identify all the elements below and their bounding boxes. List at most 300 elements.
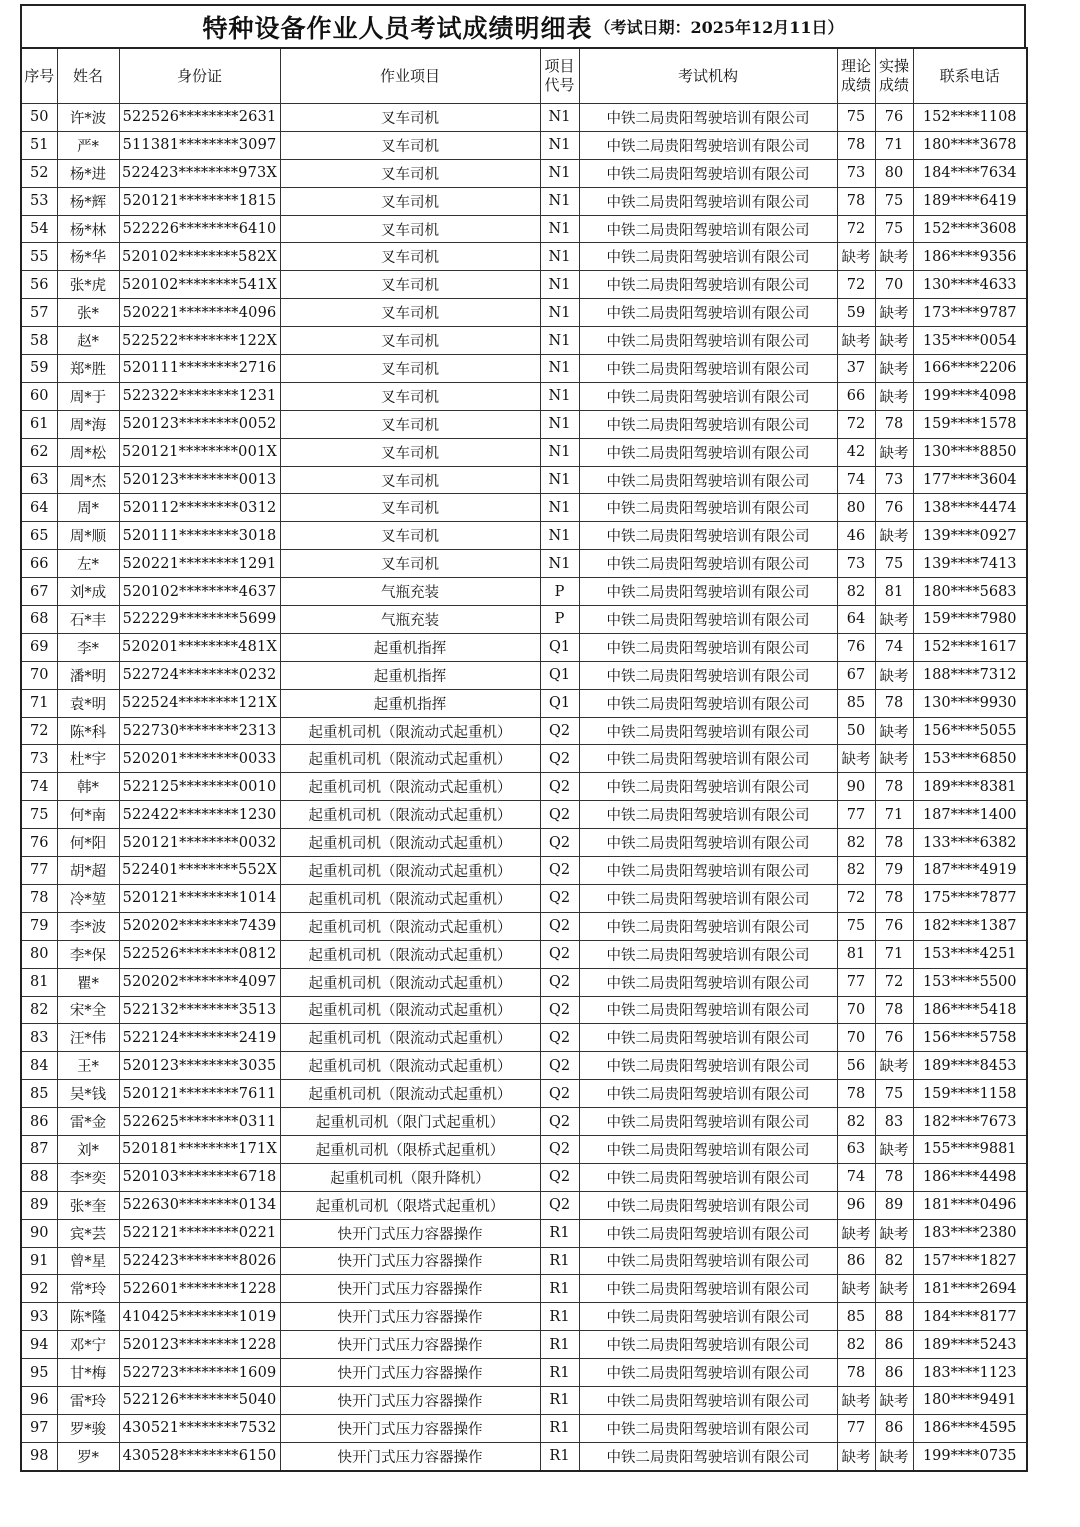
cell-name: 周*杰 bbox=[57, 466, 119, 494]
cell-id: 520221********4096 bbox=[119, 299, 280, 327]
cell-item: 起重机指挥 bbox=[280, 633, 540, 661]
cell-code: N1 bbox=[540, 382, 579, 410]
cell-org: 中铁二局贵阳驾驶培训有限公司 bbox=[579, 968, 837, 996]
cell-seq: 78 bbox=[21, 884, 57, 912]
cell-code: N1 bbox=[540, 131, 579, 159]
cell-id: 520121********1815 bbox=[119, 187, 280, 215]
cell-name: 何*南 bbox=[57, 801, 119, 829]
cell-code: Q2 bbox=[540, 773, 579, 801]
header-item: 作业项目 bbox=[280, 48, 540, 104]
cell-phone: 159****1158 bbox=[913, 1080, 1027, 1108]
cell-id: 522226********6410 bbox=[119, 215, 280, 243]
cell-name: 王* bbox=[57, 1052, 119, 1080]
cell-code: Q1 bbox=[540, 689, 579, 717]
cell-phone: 173****9787 bbox=[913, 299, 1027, 327]
cell-org: 中铁二局贵阳驾驶培训有限公司 bbox=[579, 1135, 837, 1163]
cell-theory: 77 bbox=[837, 801, 875, 829]
table-row bbox=[21, 940, 1027, 968]
cell-practice: 78 bbox=[875, 829, 913, 857]
cell-id: 520121********1014 bbox=[119, 884, 280, 912]
cell-item: 快开门式压力容器操作 bbox=[280, 1275, 540, 1303]
cell-id: 520202********4097 bbox=[119, 968, 280, 996]
cell-phone: 180****5683 bbox=[913, 578, 1027, 606]
cell-org: 中铁二局贵阳驾驶培训有限公司 bbox=[579, 717, 837, 745]
cell-theory: 74 bbox=[837, 466, 875, 494]
cell-id: 522724********0232 bbox=[119, 661, 280, 689]
cell-org: 中铁二局贵阳驾驶培训有限公司 bbox=[579, 438, 837, 466]
cell-practice: 88 bbox=[875, 1303, 913, 1331]
cell-id: 520103********6718 bbox=[119, 1163, 280, 1191]
cell-practice: 72 bbox=[875, 968, 913, 996]
cell-phone: 189****8453 bbox=[913, 1052, 1027, 1080]
cell-name: 汪*伟 bbox=[57, 1024, 119, 1052]
cell-code: N1 bbox=[540, 466, 579, 494]
cell-practice: 缺考 bbox=[875, 1275, 913, 1303]
cell-org: 中铁二局贵阳驾驶培训有限公司 bbox=[579, 271, 837, 299]
header-org: 考试机构 bbox=[579, 48, 837, 104]
cell-phone: 177****3604 bbox=[913, 466, 1027, 494]
cell-seq: 93 bbox=[21, 1303, 57, 1331]
cell-seq: 67 bbox=[21, 578, 57, 606]
table-row bbox=[21, 884, 1027, 912]
header-phone: 联系电话 bbox=[913, 48, 1027, 104]
cell-theory: 85 bbox=[837, 1303, 875, 1331]
cell-theory: 73 bbox=[837, 550, 875, 578]
header-practice: 实操成绩 bbox=[875, 48, 913, 104]
cell-theory: 76 bbox=[837, 633, 875, 661]
cell-item: 起重机司机（限流动式起重机） bbox=[280, 996, 540, 1024]
cell-id: 520123********1228 bbox=[119, 1331, 280, 1359]
cell-phone: 159****7980 bbox=[913, 606, 1027, 634]
cell-seq: 82 bbox=[21, 996, 57, 1024]
cell-id: 520112********0312 bbox=[119, 494, 280, 522]
cell-name: 周*海 bbox=[57, 410, 119, 438]
cell-id: 511381********3097 bbox=[119, 131, 280, 159]
cell-item: 起重机司机（限塔式起重机） bbox=[280, 1191, 540, 1219]
cell-theory: 63 bbox=[837, 1135, 875, 1163]
cell-phone: 186****9356 bbox=[913, 243, 1027, 271]
cell-phone: 156****5758 bbox=[913, 1024, 1027, 1052]
cell-seq: 97 bbox=[21, 1414, 57, 1442]
cell-name: 杨*华 bbox=[57, 243, 119, 271]
cell-item: 起重机司机（限流动式起重机） bbox=[280, 773, 540, 801]
cell-id: 522125********0010 bbox=[119, 773, 280, 801]
cell-id: 522601********1228 bbox=[119, 1275, 280, 1303]
cell-seq: 95 bbox=[21, 1359, 57, 1387]
table-row bbox=[21, 1247, 1027, 1275]
cell-practice: 缺考 bbox=[875, 1386, 913, 1414]
cell-phone: 180****3678 bbox=[913, 131, 1027, 159]
cell-name: 李*波 bbox=[57, 912, 119, 940]
cell-name: 周*顺 bbox=[57, 522, 119, 550]
cell-id: 520201********0033 bbox=[119, 745, 280, 773]
table-row bbox=[21, 131, 1027, 159]
cell-practice: 76 bbox=[875, 912, 913, 940]
cell-id: 522522********122X bbox=[119, 327, 280, 355]
cell-code: Q2 bbox=[540, 940, 579, 968]
cell-seq: 72 bbox=[21, 717, 57, 745]
cell-item: 快开门式压力容器操作 bbox=[280, 1303, 540, 1331]
cell-practice: 78 bbox=[875, 773, 913, 801]
cell-seq: 68 bbox=[21, 606, 57, 634]
table-row bbox=[21, 689, 1027, 717]
cell-phone: 135****0054 bbox=[913, 327, 1027, 355]
cell-item: 叉车司机 bbox=[280, 494, 540, 522]
table-row bbox=[21, 773, 1027, 801]
cell-id: 522132********3513 bbox=[119, 996, 280, 1024]
cell-seq: 96 bbox=[21, 1386, 57, 1414]
cell-id: 520121********0032 bbox=[119, 829, 280, 857]
cell-org: 中铁二局贵阳驾驶培训有限公司 bbox=[579, 884, 837, 912]
table-row bbox=[21, 1080, 1027, 1108]
cell-seq: 55 bbox=[21, 243, 57, 271]
cell-item: 叉车司机 bbox=[280, 522, 540, 550]
cell-phone: 188****7312 bbox=[913, 661, 1027, 689]
cell-code: Q2 bbox=[540, 996, 579, 1024]
cell-name: 潘*明 bbox=[57, 661, 119, 689]
cell-name: 郑*胜 bbox=[57, 355, 119, 383]
cell-seq: 53 bbox=[21, 187, 57, 215]
cell-name: 陈*隆 bbox=[57, 1303, 119, 1331]
cell-practice: 78 bbox=[875, 410, 913, 438]
cell-practice: 缺考 bbox=[875, 717, 913, 745]
exam-date: （考试日期：2025年12月11日） bbox=[594, 18, 844, 37]
cell-practice: 86 bbox=[875, 1331, 913, 1359]
cell-org: 中铁二局贵阳驾驶培训有限公司 bbox=[579, 355, 837, 383]
cell-phone: 186****4498 bbox=[913, 1163, 1027, 1191]
cell-org: 中铁二局贵阳驾驶培训有限公司 bbox=[579, 829, 837, 857]
cell-org: 中铁二局贵阳驾驶培训有限公司 bbox=[579, 159, 837, 187]
cell-code: Q2 bbox=[540, 801, 579, 829]
cell-seq: 87 bbox=[21, 1135, 57, 1163]
header-theory: 理论成绩 bbox=[837, 48, 875, 104]
table-row bbox=[21, 578, 1027, 606]
cell-practice: 75 bbox=[875, 187, 913, 215]
cell-id: 522524********121X bbox=[119, 689, 280, 717]
cell-org: 中铁二局贵阳驾驶培训有限公司 bbox=[579, 131, 837, 159]
table-row bbox=[21, 968, 1027, 996]
cell-org: 中铁二局贵阳驾驶培训有限公司 bbox=[579, 410, 837, 438]
cell-practice: 缺考 bbox=[875, 1135, 913, 1163]
cell-practice: 76 bbox=[875, 1024, 913, 1052]
cell-code: N1 bbox=[540, 327, 579, 355]
cell-name: 瞿* bbox=[57, 968, 119, 996]
cell-code: Q2 bbox=[540, 1080, 579, 1108]
cell-name: 周*松 bbox=[57, 438, 119, 466]
cell-seq: 71 bbox=[21, 689, 57, 717]
table-row bbox=[21, 1414, 1027, 1442]
cell-seq: 62 bbox=[21, 438, 57, 466]
cell-name: 袁*明 bbox=[57, 689, 119, 717]
cell-theory: 72 bbox=[837, 410, 875, 438]
cell-practice: 81 bbox=[875, 578, 913, 606]
cell-org: 中铁二局贵阳驾驶培训有限公司 bbox=[579, 215, 837, 243]
cell-code: Q2 bbox=[540, 1108, 579, 1136]
cell-org: 中铁二局贵阳驾驶培训有限公司 bbox=[579, 1219, 837, 1247]
cell-phone: 182****1387 bbox=[913, 912, 1027, 940]
cell-id: 522126********5040 bbox=[119, 1386, 280, 1414]
table-row bbox=[21, 1024, 1027, 1052]
cell-org: 中铁二局贵阳驾驶培训有限公司 bbox=[579, 661, 837, 689]
cell-seq: 54 bbox=[21, 215, 57, 243]
cell-id: 520111********2716 bbox=[119, 355, 280, 383]
cell-phone: 153****4251 bbox=[913, 940, 1027, 968]
cell-practice: 缺考 bbox=[875, 438, 913, 466]
cell-org: 中铁二局贵阳驾驶培训有限公司 bbox=[579, 912, 837, 940]
cell-practice: 缺考 bbox=[875, 606, 913, 634]
cell-theory: 缺考 bbox=[837, 1386, 875, 1414]
cell-name: 曾*星 bbox=[57, 1247, 119, 1275]
cell-id: 522422********1230 bbox=[119, 801, 280, 829]
cell-name: 罗* bbox=[57, 1442, 119, 1470]
cell-name: 吴*钱 bbox=[57, 1080, 119, 1108]
cell-item: 快开门式压力容器操作 bbox=[280, 1359, 540, 1387]
cell-theory: 64 bbox=[837, 606, 875, 634]
cell-item: 快开门式压力容器操作 bbox=[280, 1442, 540, 1470]
table-row bbox=[21, 299, 1027, 327]
cell-name: 罗*骏 bbox=[57, 1414, 119, 1442]
cell-org: 中铁二局贵阳驾驶培训有限公司 bbox=[579, 996, 837, 1024]
cell-seq: 69 bbox=[21, 633, 57, 661]
cell-code: Q2 bbox=[540, 884, 579, 912]
cell-id: 520123********3035 bbox=[119, 1052, 280, 1080]
cell-practice: 缺考 bbox=[875, 661, 913, 689]
cell-theory: 46 bbox=[837, 522, 875, 550]
cell-seq: 60 bbox=[21, 382, 57, 410]
cell-practice: 缺考 bbox=[875, 243, 913, 271]
cell-org: 中铁二局贵阳驾驶培训有限公司 bbox=[579, 1275, 837, 1303]
cell-practice: 缺考 bbox=[875, 1442, 913, 1470]
cell-code: R1 bbox=[540, 1386, 579, 1414]
table-row bbox=[21, 1191, 1027, 1219]
table-row bbox=[21, 745, 1027, 773]
cell-name: 陈*科 bbox=[57, 717, 119, 745]
cell-practice: 79 bbox=[875, 857, 913, 885]
cell-phone: 189****8381 bbox=[913, 773, 1027, 801]
cell-practice: 缺考 bbox=[875, 1219, 913, 1247]
cell-practice: 缺考 bbox=[875, 355, 913, 383]
cell-phone: 156****5055 bbox=[913, 717, 1027, 745]
cell-seq: 59 bbox=[21, 355, 57, 383]
cell-phone: 183****2380 bbox=[913, 1219, 1027, 1247]
cell-item: 叉车司机 bbox=[280, 215, 540, 243]
cell-theory: 73 bbox=[837, 159, 875, 187]
cell-seq: 94 bbox=[21, 1331, 57, 1359]
cell-theory: 80 bbox=[837, 494, 875, 522]
cell-practice: 71 bbox=[875, 940, 913, 968]
cell-id: 522423********973X bbox=[119, 159, 280, 187]
cell-theory: 78 bbox=[837, 131, 875, 159]
cell-theory: 77 bbox=[837, 968, 875, 996]
cell-seq: 86 bbox=[21, 1108, 57, 1136]
cell-phone: 199****4098 bbox=[913, 382, 1027, 410]
cell-code: N1 bbox=[540, 271, 579, 299]
cell-org: 中铁二局贵阳驾驶培训有限公司 bbox=[579, 1052, 837, 1080]
cell-id: 520181********171X bbox=[119, 1135, 280, 1163]
cell-phone: 133****6382 bbox=[913, 829, 1027, 857]
cell-name: 雷*玲 bbox=[57, 1386, 119, 1414]
table-row bbox=[21, 215, 1027, 243]
cell-id: 522124********2419 bbox=[119, 1024, 280, 1052]
table-row bbox=[21, 996, 1027, 1024]
cell-code: R1 bbox=[540, 1359, 579, 1387]
cell-org: 中铁二局贵阳驾驶培训有限公司 bbox=[579, 299, 837, 327]
cell-seq: 56 bbox=[21, 271, 57, 299]
cell-practice: 82 bbox=[875, 1247, 913, 1275]
cell-practice: 缺考 bbox=[875, 1052, 913, 1080]
cell-seq: 58 bbox=[21, 327, 57, 355]
table-row bbox=[21, 1108, 1027, 1136]
cell-code: N1 bbox=[540, 410, 579, 438]
cell-code: Q1 bbox=[540, 661, 579, 689]
table-row bbox=[21, 1331, 1027, 1359]
cell-name: 张* bbox=[57, 299, 119, 327]
cell-theory: 72 bbox=[837, 271, 875, 299]
cell-id: 522121********0221 bbox=[119, 1219, 280, 1247]
cell-theory: 缺考 bbox=[837, 327, 875, 355]
table-row bbox=[21, 327, 1027, 355]
cell-item: 起重机司机（限流动式起重机） bbox=[280, 717, 540, 745]
cell-seq: 89 bbox=[21, 1191, 57, 1219]
cell-org: 中铁二局贵阳驾驶培训有限公司 bbox=[579, 550, 837, 578]
cell-name: 杨*辉 bbox=[57, 187, 119, 215]
table-row bbox=[21, 1219, 1027, 1247]
cell-id: 520201********481X bbox=[119, 633, 280, 661]
cell-seq: 51 bbox=[21, 131, 57, 159]
cell-code: Q2 bbox=[540, 912, 579, 940]
cell-code: Q2 bbox=[540, 857, 579, 885]
cell-code: N1 bbox=[540, 159, 579, 187]
cell-seq: 52 bbox=[21, 159, 57, 187]
cell-org: 中铁二局贵阳驾驶培训有限公司 bbox=[579, 382, 837, 410]
cell-seq: 66 bbox=[21, 550, 57, 578]
cell-item: 起重机司机（限流动式起重机） bbox=[280, 857, 540, 885]
cell-id: 520121********001X bbox=[119, 438, 280, 466]
cell-org: 中铁二局贵阳驾驶培训有限公司 bbox=[579, 1247, 837, 1275]
cell-practice: 80 bbox=[875, 159, 913, 187]
cell-practice: 71 bbox=[875, 131, 913, 159]
cell-item: 起重机司机（限升降机） bbox=[280, 1163, 540, 1191]
cell-theory: 85 bbox=[837, 689, 875, 717]
cell-id: 410425********1019 bbox=[119, 1303, 280, 1331]
cell-item: 起重机司机（限流动式起重机） bbox=[280, 829, 540, 857]
header-name: 姓名 bbox=[57, 48, 119, 104]
cell-item: 叉车司机 bbox=[280, 131, 540, 159]
cell-theory: 50 bbox=[837, 717, 875, 745]
cell-theory: 缺考 bbox=[837, 1275, 875, 1303]
cell-theory: 74 bbox=[837, 1163, 875, 1191]
cell-practice: 78 bbox=[875, 689, 913, 717]
cell-org: 中铁二局贵阳驾驶培训有限公司 bbox=[579, 522, 837, 550]
cell-practice: 缺考 bbox=[875, 522, 913, 550]
cell-practice: 缺考 bbox=[875, 299, 913, 327]
cell-org: 中铁二局贵阳驾驶培训有限公司 bbox=[579, 327, 837, 355]
cell-name: 许*波 bbox=[57, 104, 119, 132]
cell-phone: 184****8177 bbox=[913, 1303, 1027, 1331]
cell-seq: 79 bbox=[21, 912, 57, 940]
cell-theory: 90 bbox=[837, 773, 875, 801]
cell-org: 中铁二局贵阳驾驶培训有限公司 bbox=[579, 689, 837, 717]
cell-code: R1 bbox=[540, 1247, 579, 1275]
table-row bbox=[21, 829, 1027, 857]
cell-org: 中铁二局贵阳驾驶培训有限公司 bbox=[579, 243, 837, 271]
cell-seq: 63 bbox=[21, 466, 57, 494]
cell-item: 叉车司机 bbox=[280, 243, 540, 271]
cell-phone: 182****7673 bbox=[913, 1108, 1027, 1136]
cell-name: 雷*金 bbox=[57, 1108, 119, 1136]
cell-seq: 75 bbox=[21, 801, 57, 829]
cell-item: 起重机司机（限流动式起重机） bbox=[280, 968, 540, 996]
cell-code: N1 bbox=[540, 215, 579, 243]
cell-theory: 37 bbox=[837, 355, 875, 383]
cell-id: 520121********7611 bbox=[119, 1080, 280, 1108]
cell-name: 宾*芸 bbox=[57, 1219, 119, 1247]
cell-org: 中铁二局贵阳驾驶培训有限公司 bbox=[579, 773, 837, 801]
cell-seq: 83 bbox=[21, 1024, 57, 1052]
cell-item: 叉车司机 bbox=[280, 355, 540, 383]
cell-code: R1 bbox=[540, 1414, 579, 1442]
cell-theory: 82 bbox=[837, 1331, 875, 1359]
cell-name: 杜*宇 bbox=[57, 745, 119, 773]
cell-org: 中铁二局贵阳驾驶培训有限公司 bbox=[579, 466, 837, 494]
cell-theory: 59 bbox=[837, 299, 875, 327]
cell-org: 中铁二局贵阳驾驶培训有限公司 bbox=[579, 1191, 837, 1219]
cell-theory: 75 bbox=[837, 104, 875, 132]
table-row bbox=[21, 912, 1027, 940]
cell-id: 522401********552X bbox=[119, 857, 280, 885]
cell-phone: 139****0927 bbox=[913, 522, 1027, 550]
cell-phone: 152****3608 bbox=[913, 215, 1027, 243]
cell-org: 中铁二局贵阳驾驶培训有限公司 bbox=[579, 745, 837, 773]
cell-item: 叉车司机 bbox=[280, 438, 540, 466]
cell-org: 中铁二局贵阳驾驶培训有限公司 bbox=[579, 1080, 837, 1108]
header-id: 身份证 bbox=[119, 48, 280, 104]
cell-seq: 50 bbox=[21, 104, 57, 132]
cell-org: 中铁二局贵阳驾驶培训有限公司 bbox=[579, 1108, 837, 1136]
table-row bbox=[21, 438, 1027, 466]
cell-name: 宋*全 bbox=[57, 996, 119, 1024]
cell-theory: 82 bbox=[837, 829, 875, 857]
cell-code: N1 bbox=[540, 355, 579, 383]
cell-id: 520123********0013 bbox=[119, 466, 280, 494]
cell-practice: 76 bbox=[875, 104, 913, 132]
cell-org: 中铁二局贵阳驾驶培训有限公司 bbox=[579, 606, 837, 634]
cell-seq: 73 bbox=[21, 745, 57, 773]
cell-org: 中铁二局贵阳驾驶培训有限公司 bbox=[579, 857, 837, 885]
cell-id: 522423********8026 bbox=[119, 1247, 280, 1275]
cell-phone: 153****6850 bbox=[913, 745, 1027, 773]
cell-seq: 70 bbox=[21, 661, 57, 689]
cell-practice: 73 bbox=[875, 466, 913, 494]
cell-id: 522526********0812 bbox=[119, 940, 280, 968]
cell-item: 叉车司机 bbox=[280, 550, 540, 578]
cell-practice: 75 bbox=[875, 550, 913, 578]
cell-code: N1 bbox=[540, 187, 579, 215]
cell-practice: 83 bbox=[875, 1108, 913, 1136]
cell-name: 杨*进 bbox=[57, 159, 119, 187]
cell-item: 叉车司机 bbox=[280, 410, 540, 438]
cell-theory: 缺考 bbox=[837, 243, 875, 271]
cell-item: 起重机指挥 bbox=[280, 689, 540, 717]
cell-code: R1 bbox=[540, 1442, 579, 1470]
title-row bbox=[20, 4, 1026, 47]
cell-code: P bbox=[540, 606, 579, 634]
cell-item: 气瓶充装 bbox=[280, 606, 540, 634]
cell-item: 起重机司机（限流动式起重机） bbox=[280, 1080, 540, 1108]
cell-id: 520111********3018 bbox=[119, 522, 280, 550]
cell-name: 甘*梅 bbox=[57, 1359, 119, 1387]
table-row bbox=[21, 1386, 1027, 1414]
